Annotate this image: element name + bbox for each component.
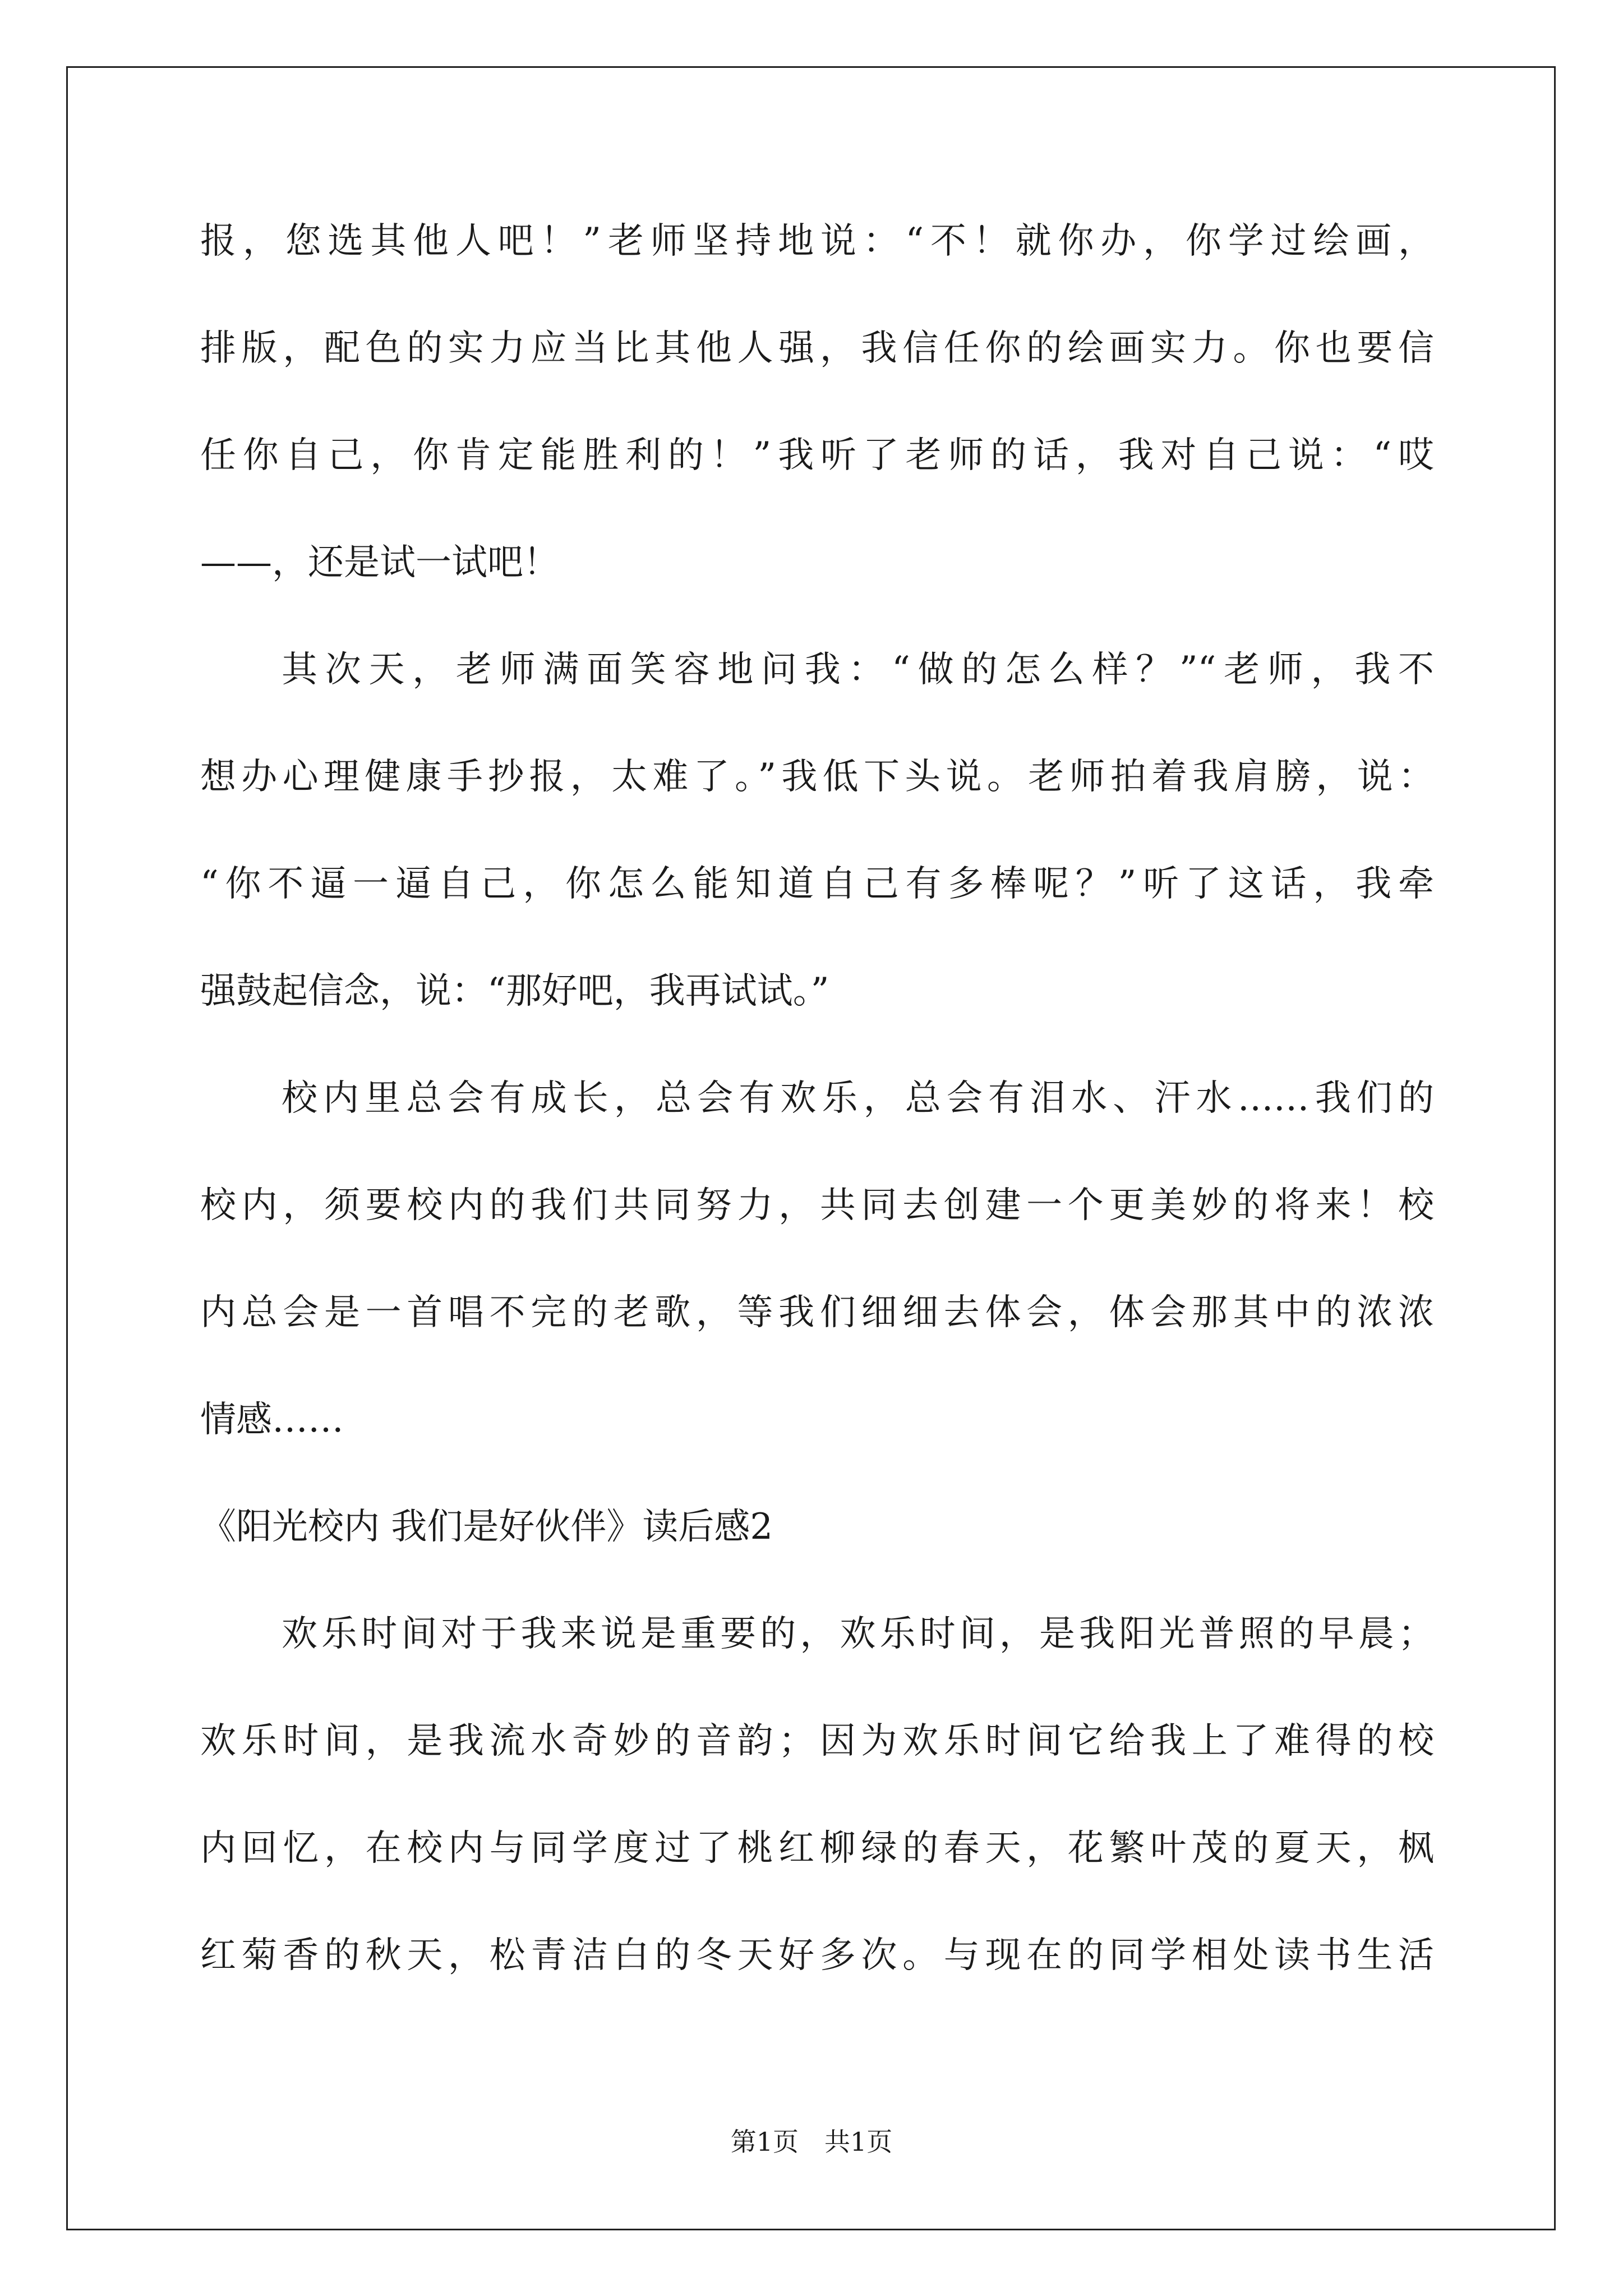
text-line: 强鼓起信念，说：“那好吧，我再试试。” <box>200 970 829 1012</box>
document-body <box>200 188 1434 2009</box>
page-footer <box>0 2125 1623 2159</box>
text-line: 内回忆，在校内与同学度过了桃红柳绿的春天，花繁叶茂的夏天，枫 <box>200 1828 1434 1869</box>
text-line: 任你自己，你肯定能胜利的！”我听了老师的话，我对自己说：“哎 <box>200 435 1434 476</box>
text-line: ——，还是试一试吧！ <box>200 542 559 583</box>
text-line: 情感…… <box>200 1399 344 1441</box>
text-line: 内总会是一首唱不完的老歌，等我们细细去体会，体会那其中的浓浓 <box>200 1292 1434 1333</box>
text-line: 校内，须要校内的我们共同努力，共同去创建一个更美妙的将来！校 <box>200 1185 1434 1226</box>
text-line: 报，您选其他人吧！”老师坚持地说：“不！就你办，你学过绘画， <box>200 220 1434 262</box>
text-line: 校内里总会有成长，总会有欢乐，总会有泪水、汗水……我们的 <box>282 1078 1434 1119</box>
text-line: 欢乐时间对于我来说是重要的，欢乐时间，是我阳光普照的早晨； <box>282 1613 1434 1655</box>
text-line: 想办心理健康手抄报，太难了。”我低下头说。老师拍着我肩膀，说： <box>200 756 1434 798</box>
text-line: 欢乐时间，是我流水奇妙的音韵；因为欢乐时间它给我上了难得的校 <box>200 1720 1434 1762</box>
text-line: “你不逼一逼自己，你怎么能知道自己有多棒呢？”听了这话，我牵 <box>200 863 1434 905</box>
text-line: 《阳光校内 我们是好伙伴》读后感2 <box>200 1506 773 1548</box>
text-line: 红菊香的秋天，松青洁白的冬天好多次。与现在的同学相处读书生活 <box>200 1935 1434 1976</box>
text-line: 排版，配色的实力应当比其他人强，我信任你的绘画实力。你也要信 <box>200 328 1434 369</box>
page-number: 第1页 共1页 <box>730 2127 893 2157</box>
text-line: 其次天，老师满面笑容地问我：“做的怎么样？”“老师，我不 <box>282 649 1434 691</box>
